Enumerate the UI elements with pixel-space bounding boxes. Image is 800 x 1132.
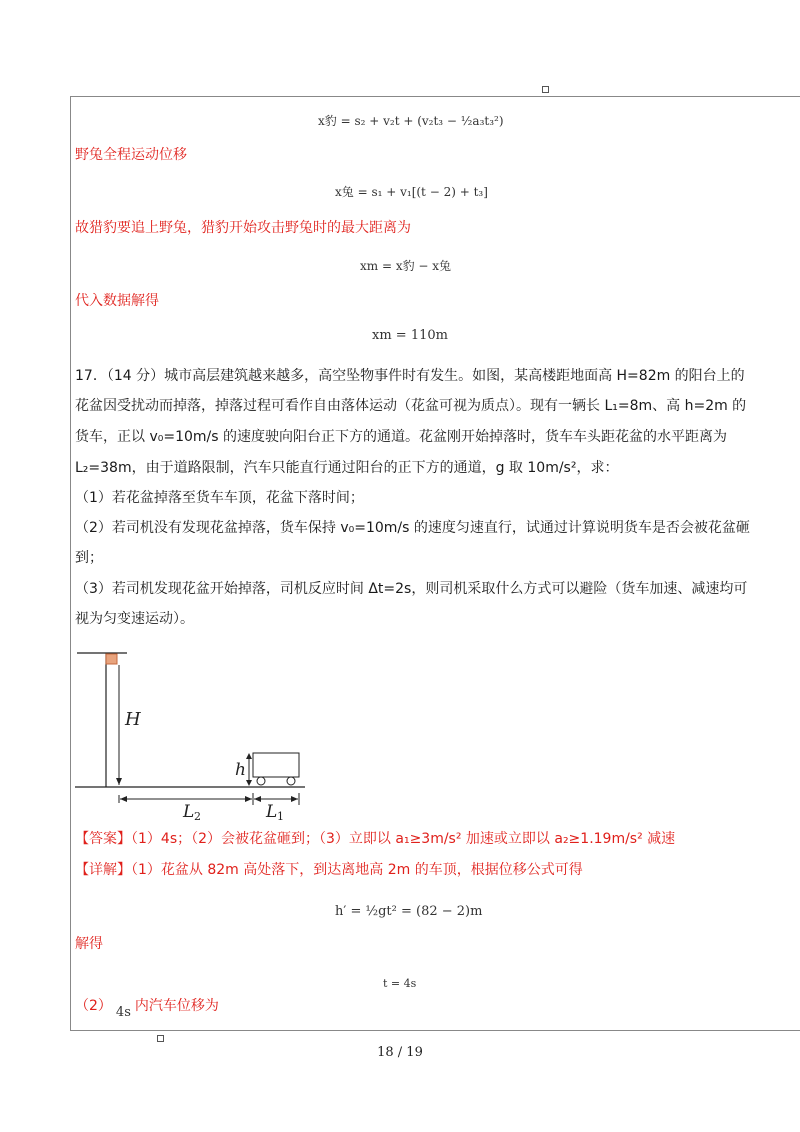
detail-line	[75, 860, 583, 880]
answer-tag: 【答案】	[75, 831, 131, 847]
text-solve: 解得	[75, 936, 103, 952]
corner-mark-bottom	[157, 1035, 164, 1042]
label-H: H	[125, 709, 141, 730]
subquestion-2-line-1: （2）若司机没有发现花盆掉落，货车保持 v₀=10m/s 的速度匀速直行，试通过计算说明货车是否会被花盆砸	[75, 520, 750, 536]
formula-leopard-displacement: x豹 = s₂ + v₂t + (v₂t₃ − ½a₃t₃²)	[318, 114, 504, 128]
page-frame-top	[70, 96, 800, 97]
subquestion-2-line-2: 到；	[75, 550, 103, 566]
subquestion-1: （1）若花盆掉落至货车车顶，花盆下落时间；	[75, 490, 364, 506]
page-frame-left	[70, 96, 71, 1030]
formula-t-4s: t = 4s	[383, 977, 417, 990]
part2-line	[75, 996, 219, 1020]
detail-body: （1）花盆从 82m 高处落下，到达离地高 2m 的车顶，根据位移公式可得	[131, 862, 583, 878]
part2-prefix: （2）	[75, 998, 112, 1014]
question-line-2: 花盆因受扰动而掉落，掉落过程可看作自由落体运动（花盆可视为质点）。现有一辆长 L₁=8m、高 h=2m 的	[75, 398, 747, 414]
answer-body: （1）4s；（2）会被花盆砸到；（3）立即以 a₁≥3m/s² 加速或立即以 a₂≥1.19m/s² 减速	[131, 831, 676, 847]
formula-rabbit-displacement: x兔 = s₁ + v₁[(t − 2) + t₃]	[335, 185, 488, 199]
formula-max-distance: xm = x豹 − x兔	[360, 259, 452, 273]
question-line-1: 17．（14 分）城市高层建筑越来越多，高空坠物事件时有发生。如图，某高楼距地面高 H=82m 的阳台上的	[75, 368, 745, 384]
formula-free-fall: h′ = ½gt² = (82 − 2)m	[335, 904, 483, 919]
part2-suffix: 内汽车位移为	[134, 998, 219, 1014]
page-number: 18 / 19	[377, 1045, 423, 1060]
label-L1-subscript: 1	[277, 810, 284, 820]
question-line-3: 货车，正以 v₀=10m/s 的速度驶向阳台正下方的通道。花盆刚开始掉落时，货车车头距花盆的水平距离为	[75, 429, 727, 445]
label-h: h	[235, 760, 246, 780]
building-truck-diagram	[75, 645, 315, 820]
page-frame-bottom	[70, 1030, 800, 1031]
answer-line	[75, 829, 675, 849]
detail-tag: 【详解】	[75, 862, 131, 878]
text-substitute: 代入数据解得	[75, 293, 159, 309]
subquestion-3-line-1: （3）若司机发现花盆开始掉落，司机反应时间 Δt=2s，则司机采取什么方式可以避险（货车加速、减速均可	[75, 581, 748, 597]
question-line-4: L₂=38m，由于道路限制，汽车只能直行通过阳台的正下方的通道，g 取 10m/s²，求：	[75, 460, 619, 476]
label-L2-subscript: 2	[194, 810, 201, 820]
part2-time: 4s	[115, 1005, 131, 1020]
label-L1: L	[266, 802, 278, 820]
subquestion-3-line-2: 视为匀变速运动）。	[75, 611, 194, 627]
formula-result-110: xm = 110m	[372, 328, 448, 343]
label-L2: L	[183, 802, 195, 820]
corner-mark-top	[542, 86, 549, 93]
text-rabbit-displacement: 野兔全程运动位移	[75, 147, 187, 163]
text-max-distance: 故猎豹要追上野兔，猎豹开始攻击野兔时的最大距离为	[75, 220, 411, 236]
